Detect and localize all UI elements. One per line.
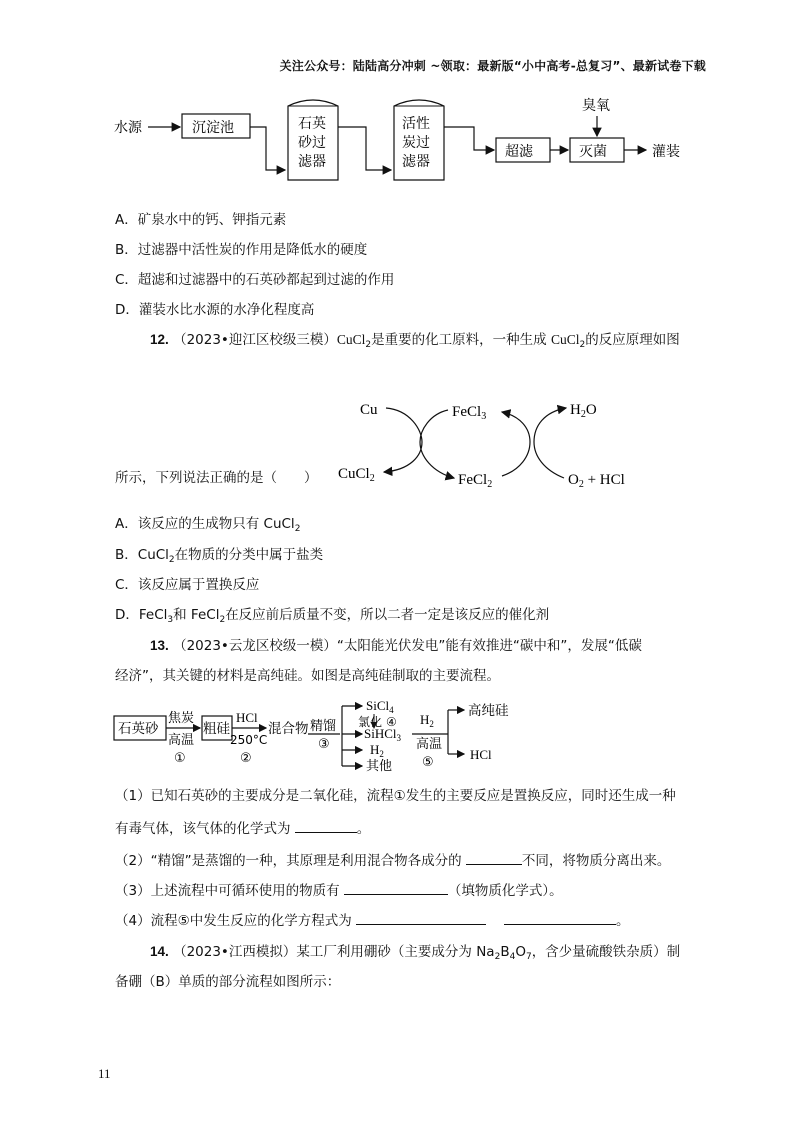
page-header: 关注公众号：陆陆高分冲刺 ~领取：最新版“小中高考-总复习”、最新试卷下载	[279, 59, 706, 73]
svg-text:①: ①	[174, 751, 186, 766]
svg-text:SiHCl3: SiHCl$_3$	[364, 726, 402, 743]
q11-option-a: A．矿泉水中的钙、钾指元素	[115, 212, 287, 228]
svg-text:SiCl4: SiCl$_4$	[366, 698, 394, 715]
svg-text:石英: 石英	[298, 116, 326, 132]
svg-text:250°C: 250°C	[230, 733, 268, 747]
svg-text:HCl: HCl	[236, 710, 258, 725]
q12-option-d: D．FeCl$_3$和 FeCl$_2$在反应前后质量不变，所以二者一定是该反应的催化剂	[115, 607, 550, 625]
q13-stem: 13. （2023•云龙区校级一模）“太阳能光伏发电”能有效推进“碳中和”，发展“低碳	[150, 638, 642, 654]
svg-text:高纯硅: 高纯硅	[468, 703, 509, 719]
q12-option-b: B．CuCl$_2$在物质的分类中属于盐类	[115, 547, 324, 565]
svg-text:石英砂: 石英砂	[118, 721, 159, 737]
flow-ozone-label: 臭氧	[582, 98, 610, 114]
svg-text:H2: $H_2$	[370, 742, 384, 759]
answer-blank-2[interactable]	[466, 850, 522, 865]
q12-option-c: C．该反应属于置换反应	[115, 577, 260, 593]
svg-text:高温: 高温	[416, 737, 443, 752]
high-purity-silicon-flow	[112, 690, 552, 780]
svg-text:滤器: 滤器	[402, 154, 430, 170]
svg-text:灭菌: 灭菌	[579, 144, 607, 160]
q12-stem-cont: 所示，下列说法正确的是（ ）	[115, 470, 318, 486]
svg-text:活性: 活性	[402, 116, 430, 132]
answer-blank-3[interactable]	[344, 880, 448, 895]
answer-blank-5[interactable]	[504, 910, 616, 925]
svg-text:滤器: 滤器	[298, 154, 326, 170]
q11-option-c: C．超滤和过滤器中的石英砂都起到过滤的作用	[115, 272, 395, 288]
water-treatment-flow-diagram	[110, 92, 710, 192]
svg-text:高温: 高温	[168, 733, 195, 748]
svg-text:超滤: 超滤	[505, 144, 533, 160]
answer-blank-1[interactable]	[295, 818, 357, 833]
svg-text:Cu: Cu	[360, 402, 378, 418]
svg-text:焦炭: 焦炭	[168, 711, 195, 726]
q14-stem: 14. （2023•江西模拟）某工厂利用硼砂（主要成分为 $Na_2B_4O_7$，含少量硫酸铁杂质）制	[150, 944, 681, 962]
q11-option-d: D．灌装水比水源的水净化程度高	[115, 302, 315, 318]
svg-text:④: ④	[386, 715, 397, 729]
svg-text:其他: 其他	[366, 759, 393, 774]
q13-part1-b: 有毒气体，该气体的化学式为 。	[115, 818, 370, 839]
q13-stem-cont: 经济”，其关键的材料是高纯硅。如图是高纯硅制取的主要流程。	[115, 668, 500, 684]
svg-text:FeCl3: FeCl$_3$	[452, 404, 487, 422]
svg-text:沉淀池: 沉淀池	[192, 120, 234, 136]
svg-text:混合物: 混合物	[268, 721, 309, 737]
svg-text:粗硅: 粗硅	[203, 721, 230, 737]
svg-text:氯化: 氯化	[358, 715, 383, 729]
q14-stem-cont: 备硼（B）单质的部分流程如图所示：	[115, 974, 341, 990]
flow-source-label: 水源	[114, 120, 142, 136]
q12-stem: 12. （2023•迎江区校级三模）CuCl$_2$是重要的化工原料，一种生成 CuCl$_2$的反应原理如图	[150, 332, 680, 350]
svg-text:H2O: $H_2O$	[570, 402, 597, 420]
svg-text:O2 + HCl: $O_2$ + HCl	[568, 472, 625, 490]
svg-text:砂过: 砂过	[298, 135, 326, 151]
q13-part2: （2）“精馏”是蒸馏的一种，其原理是利用混合物各成分的 不同，将物质分离出来。	[115, 850, 670, 871]
svg-text:CuCl2: CuCl$_2$	[338, 466, 375, 484]
q12-option-a: A．该反应的生成物只有 CuCl$_2$	[115, 516, 301, 534]
svg-text:精馏: 精馏	[310, 719, 337, 734]
svg-text:HCl: HCl	[470, 747, 492, 762]
answer-blank-4[interactable]	[356, 910, 486, 925]
q13-part3: （3）上述流程中可循环使用的物质有 （填物质化学式）。	[115, 880, 563, 901]
cucl2-reaction-cycle	[330, 390, 650, 500]
svg-text:H2: $H_2$	[420, 712, 434, 729]
svg-text:FeCl2: FeCl$_2$	[458, 472, 493, 490]
page-number: 11	[98, 1066, 111, 1081]
q11-option-b: B．过滤器中活性炭的作用是降低水的硬度	[115, 242, 368, 258]
flow-end-label: 灌装	[652, 144, 680, 160]
svg-text:②: ②	[240, 751, 252, 766]
q13-part4: （4）流程⑤中发生反应的化学方程式为 。	[115, 910, 629, 931]
svg-text:⑤: ⑤	[422, 755, 434, 770]
q13-part1-a: （1）已知石英砂的主要成分是二氧化硅，流程①发生的主要反应是置换反应，同时还生成一种	[115, 788, 676, 804]
svg-text:炭过: 炭过	[402, 135, 430, 151]
svg-text:③: ③	[318, 737, 330, 752]
